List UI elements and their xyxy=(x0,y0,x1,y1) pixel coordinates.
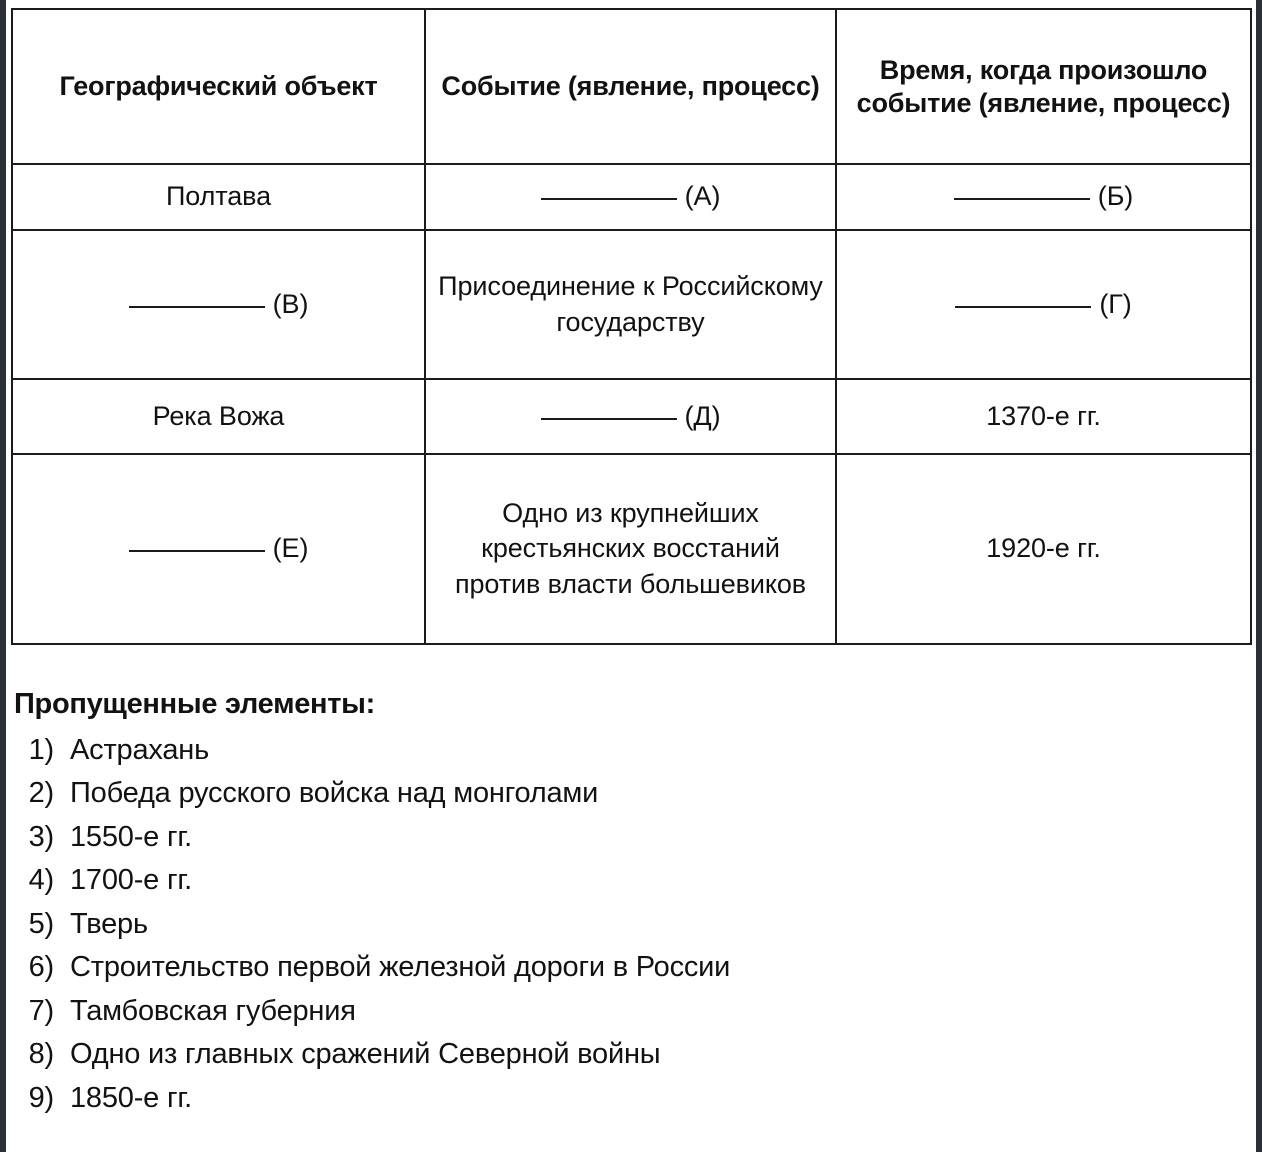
cell-event-3 xyxy=(425,379,836,454)
cell-object-4 xyxy=(12,454,425,644)
column-header-time: Время, когда произошло событие (явление, процесс) xyxy=(836,9,1251,164)
cell-object-3-text: Река Вожа xyxy=(152,400,285,431)
cell-object-1-text: Полтава xyxy=(165,181,272,212)
table-row xyxy=(12,164,1251,230)
list-item-number: 7) xyxy=(28,994,54,1027)
list-item[interactable] xyxy=(14,772,1214,816)
cell-object-1 xyxy=(12,164,425,230)
cell-event-4 xyxy=(425,454,836,644)
page-gutter-left xyxy=(0,0,6,1152)
cell-event-2-text: Присоединение к Российскому государству xyxy=(438,271,823,337)
blank-rule-icon xyxy=(129,306,265,308)
table-row xyxy=(12,454,1251,644)
blank-answer-b[interactable] xyxy=(954,179,1133,214)
blank-answer-g[interactable] xyxy=(955,287,1131,322)
blank-letter-e: (Е) xyxy=(272,533,309,564)
list-item[interactable] xyxy=(14,729,1214,773)
list-item-label: Одно из главных сражений Северной войны xyxy=(70,1038,661,1071)
list-item-number: 5) xyxy=(28,907,54,940)
cell-event-2 xyxy=(425,230,836,379)
list-item-number: 1) xyxy=(28,733,54,766)
list-item[interactable] xyxy=(14,816,1214,860)
column-header-geographic-object: Географический объект xyxy=(12,9,425,164)
blank-rule-icon xyxy=(541,418,677,420)
list-item-label: Тамбовская губерния xyxy=(70,994,356,1027)
list-item-number: 8) xyxy=(28,1038,54,1071)
cell-time-3-text: 1370-е гг. xyxy=(986,400,1101,431)
list-item[interactable] xyxy=(14,859,1214,903)
page-gutter-right xyxy=(1256,0,1262,1152)
column-header-event: Событие (явление, процесс) xyxy=(425,9,836,164)
blank-letter-a: (А) xyxy=(684,181,721,212)
blank-rule-icon xyxy=(954,198,1090,200)
list-item-label: 1550-е гг. xyxy=(70,820,193,853)
list-item-number: 2) xyxy=(28,777,54,810)
table-row xyxy=(12,379,1251,454)
cell-time-3 xyxy=(836,379,1251,454)
cell-object-2 xyxy=(12,230,425,379)
cell-time-4 xyxy=(836,454,1251,644)
list-item-label: Строительство первой железной дороги в России xyxy=(70,951,731,984)
cell-time-4-text: 1920-е гг. xyxy=(986,533,1101,564)
missing-elements-section xyxy=(14,689,1214,1120)
blank-answer-e[interactable] xyxy=(129,531,309,566)
blank-letter-v: (В) xyxy=(272,288,309,319)
cell-event-1 xyxy=(425,164,836,230)
blank-answer-d[interactable] xyxy=(541,399,721,434)
matching-table xyxy=(11,8,1252,645)
cell-object-3 xyxy=(12,379,425,454)
missing-elements-title: Пропущенные элементы: xyxy=(14,688,376,720)
blank-rule-icon xyxy=(541,198,677,200)
list-item-number: 3) xyxy=(28,820,54,853)
blank-answer-a[interactable] xyxy=(541,179,721,214)
blank-letter-b: (Б) xyxy=(1097,181,1134,212)
list-item-label: 1850-е гг. xyxy=(70,1081,193,1114)
list-item-label: Тверь xyxy=(70,907,148,940)
list-item-number: 4) xyxy=(28,864,54,897)
cell-time-2 xyxy=(836,230,1251,379)
cell-event-4-text: Одно из крупнейших крестьянских восстаний против власти большевиков xyxy=(454,498,807,599)
list-item[interactable] xyxy=(14,946,1214,990)
list-item-label: 1700-е гг. xyxy=(70,864,193,897)
missing-elements-list xyxy=(14,729,1214,1121)
blank-letter-d: (Д) xyxy=(684,400,721,431)
blank-answer-v[interactable] xyxy=(129,287,309,322)
list-item-label: Победа русского войска над монголами xyxy=(70,777,599,810)
list-item[interactable] xyxy=(14,1033,1214,1077)
list-item-number: 6) xyxy=(28,951,54,984)
table-header-row xyxy=(12,9,1251,164)
list-item[interactable] xyxy=(14,990,1214,1034)
cell-time-1 xyxy=(836,164,1251,230)
blank-letter-g: (Г) xyxy=(1099,288,1132,319)
list-item-label: Астрахань xyxy=(70,733,210,766)
blank-rule-icon xyxy=(955,306,1091,308)
list-item-number: 9) xyxy=(28,1081,54,1114)
list-item[interactable] xyxy=(14,903,1214,947)
blank-rule-icon xyxy=(129,550,265,552)
list-item[interactable] xyxy=(14,1077,1214,1121)
table-row xyxy=(12,230,1251,379)
